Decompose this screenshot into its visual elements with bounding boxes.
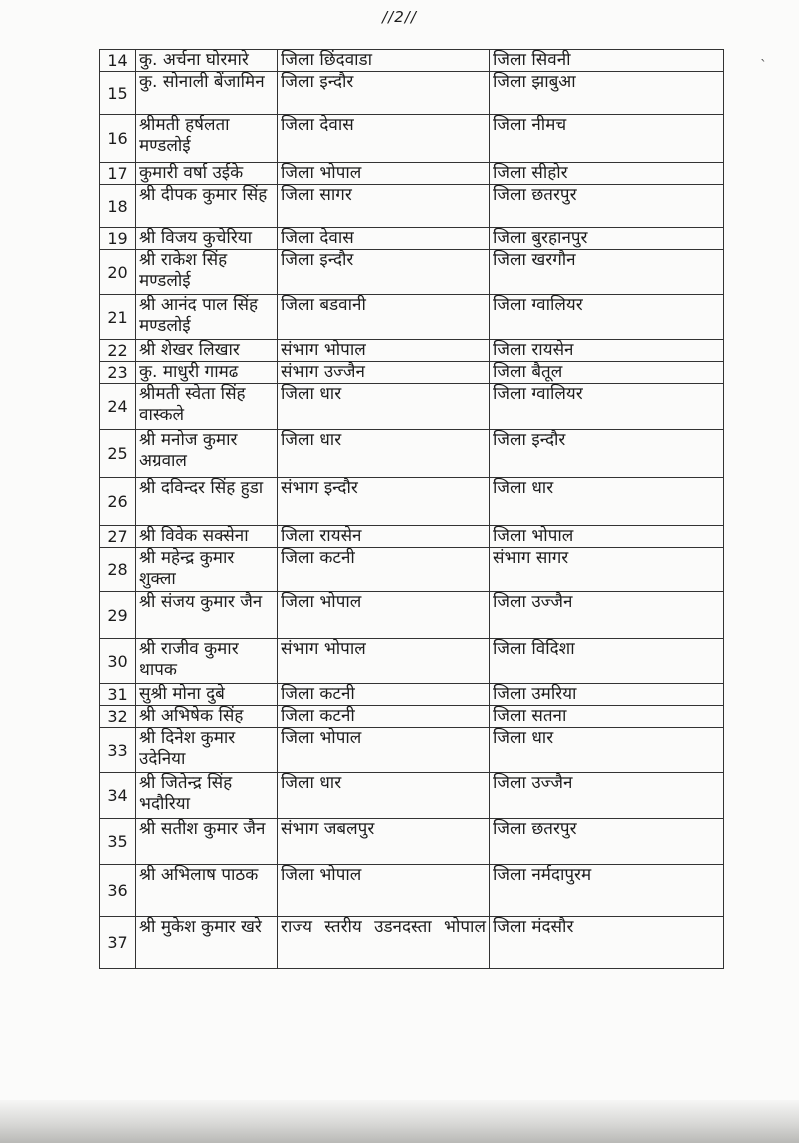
table-row <box>100 592 724 639</box>
new-posting-cell: जिला ग्वालियर <box>490 384 724 430</box>
serial-number-cell: 17 <box>100 163 136 185</box>
table-row <box>100 819 724 865</box>
serial-number-cell: 37 <box>100 917 136 969</box>
new-posting-cell: जिला खरगौन <box>490 250 724 295</box>
current-posting-cell: जिला छिंदवाडा <box>278 50 490 72</box>
current-posting-cell: जिला कटनी <box>278 706 490 728</box>
serial-number-cell: 16 <box>100 115 136 163</box>
table-row <box>100 362 724 384</box>
serial-number-cell: 15 <box>100 72 136 115</box>
new-posting-cell: जिला धार <box>490 728 724 773</box>
serial-number-cell: 25 <box>100 430 136 478</box>
serial-number-cell: 27 <box>100 526 136 548</box>
serial-number-cell: 36 <box>100 865 136 917</box>
current-posting-cell: राज्य स्तरीय उडनदस्ता भोपाल <box>278 917 490 969</box>
new-posting-cell: जिला सतना <box>490 706 724 728</box>
officer-name-cell: सुश्री मोना दुबे <box>136 684 278 706</box>
officer-name-cell: श्रीमती स्वेता सिंह वास्कले <box>136 384 278 430</box>
officer-name-cell: कु. सोनाली बेंजामिन <box>136 72 278 115</box>
current-posting-cell: संभाग उज्जैन <box>278 362 490 384</box>
new-posting-cell: जिला बुरहानपुर <box>490 228 724 250</box>
current-posting-cell: जिला देवास <box>278 228 490 250</box>
new-posting-cell: जिला रायसेन <box>490 340 724 362</box>
new-posting-cell: जिला सिवनी <box>490 50 724 72</box>
current-posting-cell: जिला भोपाल <box>278 728 490 773</box>
serial-number-cell: 20 <box>100 250 136 295</box>
table-row <box>100 115 724 163</box>
officer-name-cell: श्री दिनेश कुमार उदेनिया <box>136 728 278 773</box>
serial-number-cell: 24 <box>100 384 136 430</box>
current-posting-cell: जिला भोपाल <box>278 163 490 185</box>
table-row <box>100 865 724 917</box>
table-row <box>100 250 724 295</box>
officer-name-cell: श्रीमती हर्षलता मण्डलोई <box>136 115 278 163</box>
new-posting-cell: जिला विदिशा <box>490 639 724 684</box>
serial-number-cell: 18 <box>100 185 136 228</box>
serial-number-cell: 19 <box>100 228 136 250</box>
officer-name-cell: श्री शेखर लिखार <box>136 340 278 362</box>
current-posting-cell: जिला कटनी <box>278 684 490 706</box>
serial-number-cell: 21 <box>100 295 136 340</box>
serial-number-cell: 31 <box>100 684 136 706</box>
current-posting-cell: जिला रायसेन <box>278 526 490 548</box>
new-posting-cell: संभाग सागर <box>490 548 724 592</box>
table-row <box>100 384 724 430</box>
current-posting-cell: जिला कटनी <box>278 548 490 592</box>
serial-number-cell: 23 <box>100 362 136 384</box>
serial-number-cell: 33 <box>100 728 136 773</box>
new-posting-cell: जिला उज्जैन <box>490 592 724 639</box>
table-row <box>100 773 724 819</box>
current-posting-cell: संभाग भोपाल <box>278 340 490 362</box>
transfer-table <box>99 49 724 969</box>
officer-name-cell: कु. माधुरी गामढ <box>136 362 278 384</box>
scan-shadow <box>0 1100 799 1143</box>
current-posting-cell: जिला धार <box>278 430 490 478</box>
current-posting-cell: जिला सागर <box>278 185 490 228</box>
table-row <box>100 548 724 592</box>
officer-name-cell: श्री अभिषेक सिंह <box>136 706 278 728</box>
serial-number-cell: 14 <box>100 50 136 72</box>
serial-number-cell: 35 <box>100 819 136 865</box>
transfer-table-body <box>100 50 724 969</box>
officer-name-cell: कु. अर्चना घोरमारे <box>136 50 278 72</box>
new-posting-cell: जिला ग्वालियर <box>490 295 724 340</box>
officer-name-cell: श्री अभिलाष पाठक <box>136 865 278 917</box>
new-posting-cell: जिला उमरिया <box>490 684 724 706</box>
table-row <box>100 728 724 773</box>
officer-name-cell: श्री महेन्द्र कुमार शुक्ला <box>136 548 278 592</box>
margin-mark: ˎ <box>760 46 767 62</box>
serial-number-cell: 28 <box>100 548 136 592</box>
table-row <box>100 639 724 684</box>
new-posting-cell: जिला उज्जैन <box>490 773 724 819</box>
current-posting-cell: संभाग भोपाल <box>278 639 490 684</box>
officer-name-cell: श्री मनोज कुमार अग्रवाल <box>136 430 278 478</box>
new-posting-cell: जिला झाबुआ <box>490 72 724 115</box>
new-posting-cell: जिला नर्मदापुरम <box>490 865 724 917</box>
new-posting-cell: जिला नीमच <box>490 115 724 163</box>
officer-name-cell: श्री मुकेश कुमार खरे <box>136 917 278 969</box>
serial-number-cell: 30 <box>100 639 136 684</box>
serial-number-cell: 29 <box>100 592 136 639</box>
officer-name-cell: श्री विवेक सक्सेना <box>136 526 278 548</box>
table-row <box>100 478 724 526</box>
new-posting-cell: जिला बैतूल <box>490 362 724 384</box>
officer-name-cell: श्री राकेश सिंह मण्डलोई <box>136 250 278 295</box>
current-posting-cell: जिला इन्दौर <box>278 72 490 115</box>
new-posting-cell: जिला सीहोर <box>490 163 724 185</box>
officer-name-cell: श्री आनंद पाल सिंह मण्डलोई <box>136 295 278 340</box>
table-row <box>100 917 724 969</box>
current-posting-cell: संभाग इन्दौर <box>278 478 490 526</box>
serial-number-cell: 34 <box>100 773 136 819</box>
officer-name-cell: श्री जितेन्द्र सिंह भदौरिया <box>136 773 278 819</box>
new-posting-cell: जिला छतरपुर <box>490 185 724 228</box>
current-posting-cell: जिला भोपाल <box>278 592 490 639</box>
current-posting-cell: जिला धार <box>278 773 490 819</box>
table-row <box>100 185 724 228</box>
serial-number-cell: 22 <box>100 340 136 362</box>
officer-name-cell: श्री सतीश कुमार जैन <box>136 819 278 865</box>
officer-name-cell: श्री संजय कुमार जैन <box>136 592 278 639</box>
page-number: //2// <box>382 8 417 26</box>
serial-number-cell: 32 <box>100 706 136 728</box>
serial-number-cell: 26 <box>100 478 136 526</box>
officer-name-cell: श्री दविन्दर सिंह हुडा <box>136 478 278 526</box>
table-row <box>100 684 724 706</box>
new-posting-cell: जिला धार <box>490 478 724 526</box>
current-posting-cell: संभाग जबलपुर <box>278 819 490 865</box>
table-row <box>100 72 724 115</box>
table-row <box>100 228 724 250</box>
table-row <box>100 340 724 362</box>
officer-name-cell: कुमारी वर्षा उईके <box>136 163 278 185</box>
new-posting-cell: जिला छतरपुर <box>490 819 724 865</box>
new-posting-cell: जिला भोपाल <box>490 526 724 548</box>
current-posting-cell: जिला भोपाल <box>278 865 490 917</box>
current-posting-cell: जिला देवास <box>278 115 490 163</box>
officer-name-cell: श्री दीपक कुमार सिंह <box>136 185 278 228</box>
current-posting-cell: जिला बडवानी <box>278 295 490 340</box>
new-posting-cell: जिला इन्दौर <box>490 430 724 478</box>
table-row <box>100 430 724 478</box>
officer-name-cell: श्री विजय कुचेरिया <box>136 228 278 250</box>
table-row <box>100 50 724 72</box>
current-posting-cell: जिला इन्दौर <box>278 250 490 295</box>
table-row <box>100 526 724 548</box>
table-row <box>100 163 724 185</box>
table-row <box>100 706 724 728</box>
table-row <box>100 295 724 340</box>
officer-name-cell: श्री राजीव कुमार थापक <box>136 639 278 684</box>
current-posting-cell: जिला धार <box>278 384 490 430</box>
new-posting-cell: जिला मंदसौर <box>490 917 724 969</box>
